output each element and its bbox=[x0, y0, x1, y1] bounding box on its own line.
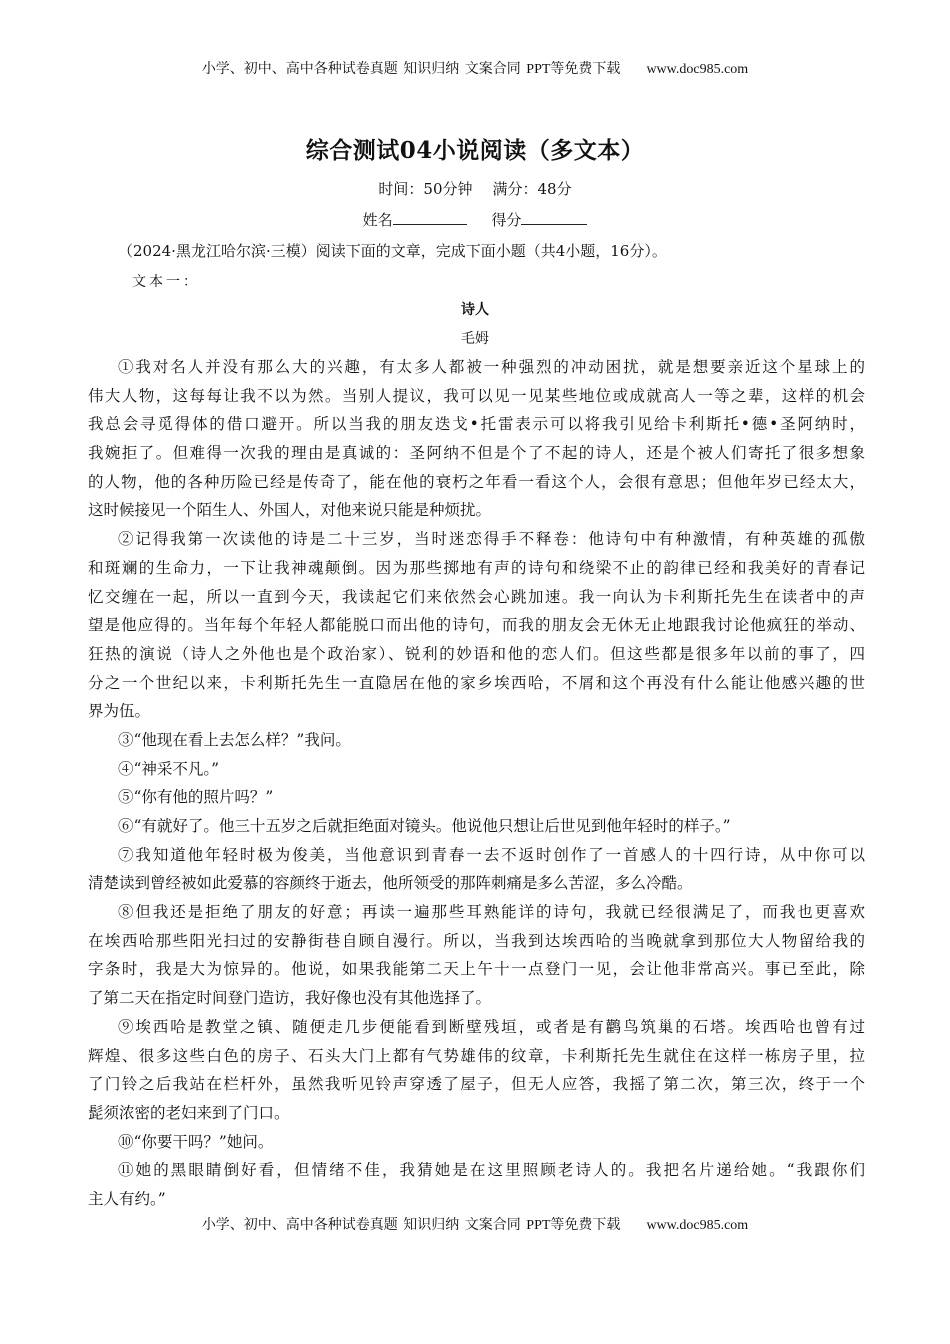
name-label: 姓名 bbox=[362, 211, 393, 229]
paragraph-line: ⑤“你有他的照片吗？” bbox=[118, 788, 274, 807]
paragraph-line: ②记得我第一次读他的诗是二十三岁，当时迷恋得手不释卷：他诗句中有种激情，有种英雄的孤傲 bbox=[118, 530, 865, 549]
question-source: （2024·黑龙江哈尔滨·三模）阅读下面的文章，完成下面小题（共4小题，16分）。 bbox=[118, 242, 667, 260]
paragraph-line: 伟大人物，这每每让我不以为然。当别人提议，我可以见一见某些地位或成就高人一等之辈，这样的机会 bbox=[88, 386, 865, 405]
page-header bbox=[0, 58, 950, 78]
paragraph bbox=[88, 1128, 865, 1157]
paragraph-line: ⑩“你要干吗？”她问。 bbox=[118, 1132, 274, 1151]
time-limit: 时间：50分钟 bbox=[378, 180, 473, 198]
passage-body bbox=[88, 353, 865, 1214]
footer-url[interactable]: www.doc985.com bbox=[646, 1218, 749, 1233]
paragraph-line: 了第二天在指定时间登门造访，我好像也没有其他选择了。 bbox=[88, 989, 492, 1008]
exam-info bbox=[0, 178, 950, 199]
passage-title: 诗人 bbox=[461, 302, 489, 318]
paragraph-line: 望是他应得的。当年每个年轻人都能脱口而出他的诗句，而我的朋友会无休无止地跟我讨论他疯狂的举动、 bbox=[88, 616, 865, 635]
paragraph bbox=[88, 353, 865, 525]
paragraph-line: 在埃西哈那些阳光扫过的安静街巷自顾自漫行。所以，当我到达埃西哈的当晚就拿到那位大人物留给我的 bbox=[88, 931, 865, 950]
paragraph-line: ⑧但我还是拒绝了朋友的好意；再读一遍那些耳熟能详的诗句，我就已经很满足了，而我也更喜欢 bbox=[118, 903, 865, 922]
header-text: 小学、初中、高中各种试卷真题 知识归纳 文案合同 PPT等免费下载 bbox=[201, 62, 621, 77]
paragraph bbox=[88, 726, 865, 755]
score-label: 得分 bbox=[491, 211, 522, 229]
paragraph-line: 髭须浓密的老妇来到了门口。 bbox=[88, 1103, 290, 1122]
paragraph-line: 我总会寻觅得体的借口避开。所以当我的朋友迭戈•托雷表示可以将我引见给卡利斯托•德•圣阿纳时， bbox=[88, 415, 865, 434]
paragraph-line: ⑦我知道他年轻时极为俊美，当他意识到青春一去不返时创作了一首感人的十四行诗，从中你可以 bbox=[118, 845, 865, 864]
header-url[interactable]: www.doc985.com bbox=[646, 62, 749, 77]
paragraph-line: ③“他现在看上去怎么样？”我问。 bbox=[118, 730, 351, 749]
score-blank[interactable] bbox=[521, 210, 587, 225]
paragraph-line: ①我对名人并没有那么大的兴趣，有太多人都被一种强烈的冲动困扰，就是想要亲近这个星球上的 bbox=[118, 358, 865, 376]
paragraph-line: 界为伍。 bbox=[88, 702, 151, 721]
paragraph-line: ④“神采不凡。” bbox=[118, 759, 220, 778]
paragraph-line: 字条时，我是大为惊异的。他说，如果我能第二天上午十一点登门一见，会让他非常高兴。事已至此，除 bbox=[88, 960, 865, 979]
paragraph bbox=[88, 1013, 865, 1128]
page-title: 综合测试04小说阅读（多文本） bbox=[305, 137, 645, 164]
paragraph bbox=[88, 783, 865, 812]
passage-author: 毛姆 bbox=[461, 331, 489, 347]
footer-text: 小学、初中、高中各种试卷真题 知识归纳 文案合同 PPT等免费下载 bbox=[201, 1218, 621, 1233]
paragraph-line: 了门铃之后我站在栏杆外，虽然我听见铃声穿透了屋子，但无人应答，我摇了第二次，第三次，终于一个 bbox=[88, 1075, 865, 1094]
paragraph-line: ⑨埃西哈是教堂之镇、随便走几步便能看到断壁残垣，或者是有鹳鸟筑巢的石塔。埃西哈也曾有过 bbox=[118, 1017, 865, 1036]
paragraph bbox=[88, 898, 865, 1013]
paragraph bbox=[88, 525, 865, 726]
name-blank[interactable] bbox=[393, 210, 467, 225]
paragraph-line: ⑪她的黑眼睛倒好看，但情绪不佳，我猜她是在这里照顾老诗人的。我把名片递给她。“我跟你们 bbox=[118, 1161, 865, 1180]
paragraph-line: 忆交缠在一起，所以一直到今天，我读起它们来依然会心跳加速。我一向认为卡利斯托先生在读者中的声 bbox=[88, 587, 865, 606]
name-score-line bbox=[0, 209, 950, 230]
paragraph-line: 清楚读到曾经被如此爱慕的容颜终于逝去，他所领受的那阵刺痛是多么苦涩，多么冷酷。 bbox=[88, 874, 693, 893]
paragraph-line: 的人物，他的各种历险已经是传奇了，能在他的衰朽之年看一看这个人，会很有意思；但他年岁已经太大， bbox=[88, 472, 865, 491]
paragraph-line: 这时候接见一个陌生人、外国人，对他来说只能是种烦扰。 bbox=[88, 501, 492, 520]
paragraph-line: 辉煌、很多这些白色的房子、石头大门上都有气势雄伟的纹章，卡利斯托先生就住在这样一栋房子里，拉 bbox=[88, 1046, 865, 1065]
paragraph bbox=[88, 1156, 865, 1213]
paragraph-line: 分之一个世纪以来，卡利斯托先生一直隐居在他的家乡埃西哈，不屑和这个再没有什么能让他感兴趣的世 bbox=[88, 673, 865, 692]
paragraph-line: 和斑斓的生命力，一下让我神魂颠倒。因为那些掷地有声的诗句和绕梁不止的韵律已经和我美好的青春记 bbox=[88, 558, 865, 577]
page-footer bbox=[0, 1214, 950, 1234]
total-score: 满分：48分 bbox=[492, 180, 572, 198]
paragraph-line: 主人有约。” bbox=[88, 1189, 166, 1208]
paragraph-line: 狂热的演说（诗人之外他也是个政治家）、锐利的妙语和他的恋人们。但这些都是很多年以前的事了，四 bbox=[88, 644, 865, 663]
paragraph bbox=[88, 755, 865, 784]
paragraph-line: 我婉拒了。但难得一次我的理由是真诚的：圣阿纳不但是个了不起的诗人，还是个被人们寄托了很多想象 bbox=[88, 444, 865, 463]
paragraph-line: ⑥“有就好了。他三十五岁之后就拒绝面对镜头。他说他只想让后世见到他年轻时的样子。” bbox=[118, 817, 731, 835]
paragraph bbox=[88, 841, 865, 898]
paragraph bbox=[88, 812, 865, 841]
text-label: 文本一： bbox=[132, 274, 200, 290]
